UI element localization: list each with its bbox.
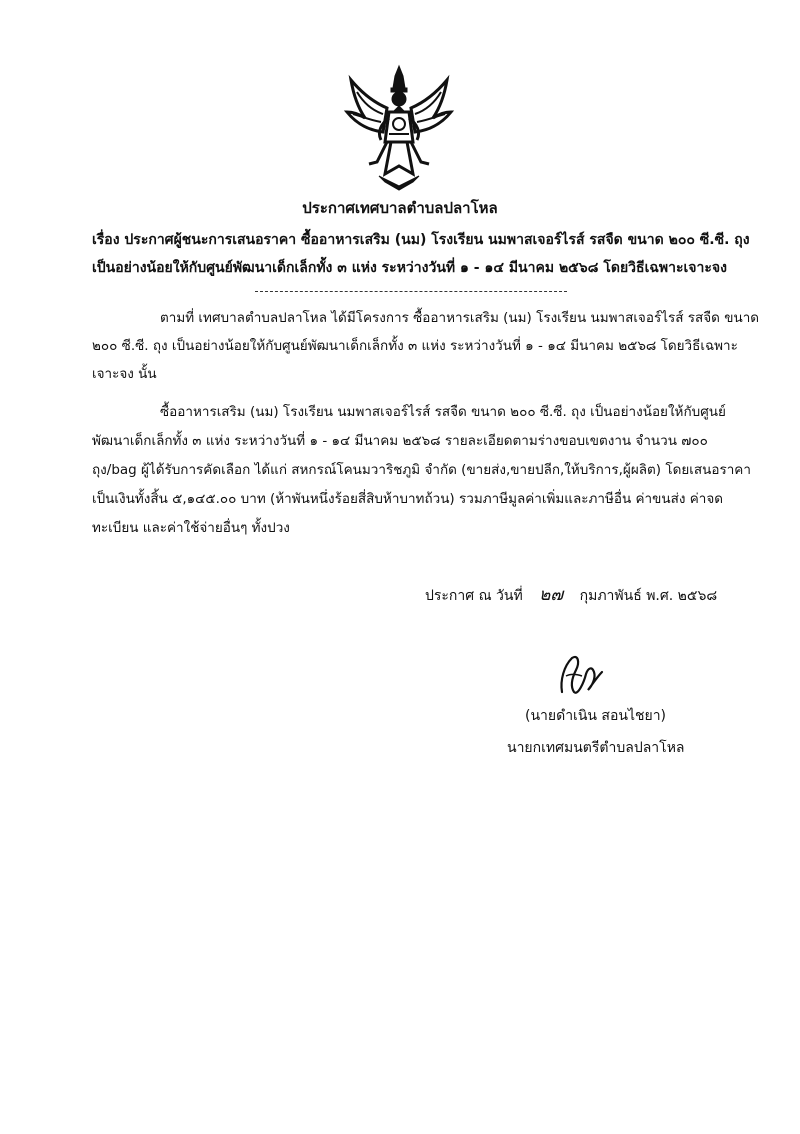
para1-line-3: เจาะจง นั้น: [92, 366, 157, 382]
para2-line-1: ซื้ออาหารเสริม (นม) โรงเรียน นมพาสเจอร์ไรส์ รสจืด ขนาด ๒๐๐ ซี.ซี. ถุง เป็นอย่างน้อยให้กับศูนย์: [160, 404, 726, 420]
signer-position: นายกเทศมนตรีตำบลปลาโหล: [507, 740, 685, 756]
announcement-date: [425, 581, 717, 608]
agency-title: ประกาศเทศบาลตำบลปลาโหล: [302, 199, 498, 217]
signer-name: (นายดำเนิน สอนไชยา): [525, 708, 667, 724]
para2-line-4: เป็นเงินทั้งสิ้น ๕,๑๔๕.๐๐ บาท (ห้าพันหนึ่งร้อยสี่สิบห้าบาทถ้วน) รวมภาษีมูลค่าเพิ่มและภาษีอื่น ค่าขนส่ง ค่าจด: [92, 491, 724, 507]
garuda-emblem-icon: [343, 62, 455, 192]
para2-line-2: พัฒนาเด็กเล็กทั้ง ๓ แห่ง ระหว่างวันที่ ๑ - ๑๔ มีนาคม ๒๕๖๘ รายละเอียดตามร่างขอบเขตงาน จำนวน ๗๐๐: [92, 433, 708, 449]
para2-line-3: ถุง/bag ผู้ได้รับการคัดเลือก ได้แก่ สหกรณ์โคนมวาริชภูมิ จำกัด (ขายส่ง,ขายปลีก,ให้บริการ,ผู้ผลิต) โดยเสนอราคา: [92, 462, 751, 478]
date-day-handwritten: ๒๗: [539, 585, 564, 605]
para2-line-5: ทะเบียน และค่าใช้จ่ายอื่นๆ ทั้งปวง: [92, 520, 290, 536]
date-prefix: ประกาศ ณ วันที่: [425, 588, 523, 604]
dashed-divider: [255, 291, 567, 292]
para1-line-1: ตามที่ เทศบาลตำบลปลาโหล ได้มีโครงการ ซื้ออาหารเสริม (นม) โรงเรียน นมพาสเจอร์ไรส์ รสจืด ขนาด: [160, 310, 760, 326]
date-rest: กุมภาพันธ์ พ.ศ. ๒๕๖๘: [579, 588, 718, 604]
signature-icon: [556, 652, 604, 702]
para1-line-2: ๒๐๐ ซี.ซี. ถุง เป็นอย่างน้อยให้กับศูนย์พัฒนาเด็กเล็กทั้ง ๓ แห่ง ระหว่างวันที่ ๑ - ๑๔ มีนาคม ๒๕๖๘ โดยวิธีเฉพาะ: [92, 338, 738, 354]
subject-line-1: เรื่อง ประกาศผู้ชนะการเสนอราคา ซื้ออาหารเสริม (นม) โรงเรียน นมพาสเจอร์ไรส์ รสจืด ขนาด ๒๐๐ ซี.ซี. ถุง: [92, 232, 750, 248]
subject-line-2: เป็นอย่างน้อยให้กับศูนย์พัฒนาเด็กเล็กทั้ง ๓ แห่ง ระหว่างวันที่ ๑ - ๑๔ มีนาคม ๒๕๖๘ โดยวิธีเฉพาะเจาะจง: [92, 260, 727, 276]
